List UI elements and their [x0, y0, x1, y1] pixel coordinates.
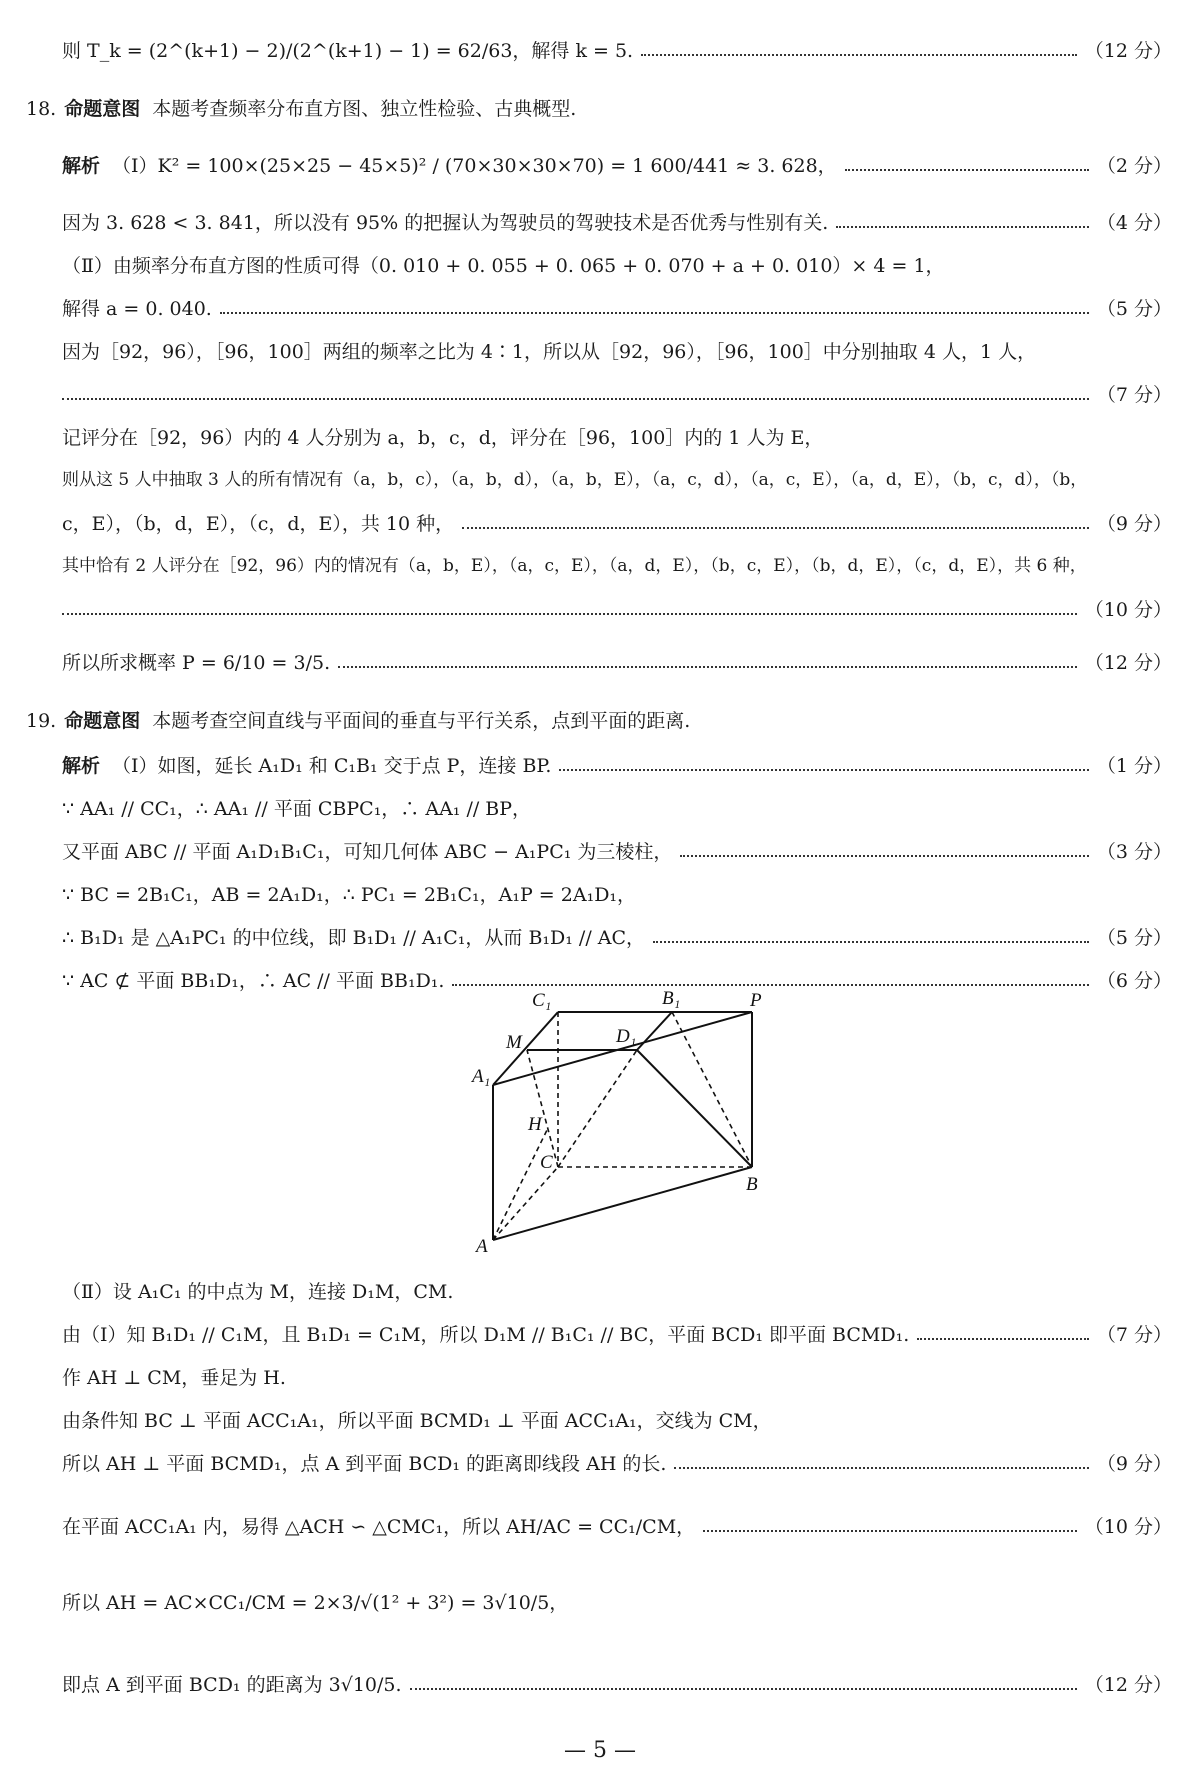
line-27: 在平面 ACC₁A₁ 内，易得 △ACH ∽ △CMC₁，所以 AH/AC = CC₁/CM， （10 分）: [62, 1516, 1172, 1538]
dot-leader: [917, 1338, 1089, 1340]
edge-d1-b: [637, 1050, 752, 1167]
dot-leader: [462, 527, 1089, 529]
line-11: c，E），（b，d，E），（c，d，E），共 10 种， （9 分）: [62, 513, 1172, 535]
line-29: 即点 A 到平面 BCD₁ 的距离为 3√10/5. （12 分）: [62, 1674, 1172, 1696]
line-10: 则从这 5 人中抽取 3 人的所有情况有（a，b，c），（a，b，d），（a，b，E），（a，c，d），（a，c，E），（a，d，E），（b，c，d），（b，: [62, 470, 1088, 490]
line-04: 因为 3. 628 < 3. 841，所以没有 95% 的把握认为驾驶员的驾驶技术是否优秀与性别有关. （4 分）: [62, 212, 1172, 234]
line-20: ∴ B₁D₁ 是 △A₁PC₁ 的中位线，即 B₁D₁ // A₁C₁，从而 B₁D₁ // AC， （5 分）: [62, 927, 1172, 949]
label-d1: D₁: [616, 1026, 637, 1047]
label-c: C: [540, 1152, 553, 1173]
dot-leader: [836, 226, 1089, 228]
label-a1: A₁: [472, 1066, 491, 1087]
dot-leader: [674, 1467, 1088, 1469]
label-c1: C₁: [532, 990, 552, 1011]
page-number: — 5 —: [564, 1738, 636, 1763]
line-07: 因为［92，96），［96，100］两组的频率之比为 4∶1，所以从［92，96），［96，100］中分别抽取 4 人，1 人，: [62, 341, 1037, 363]
edge-c-d1: [558, 1050, 637, 1167]
line-02: 18. 命题意图 本题考查频率分布直方图、独立性检验、古典概型.: [26, 98, 577, 120]
label-m: M: [506, 1032, 522, 1053]
dot-leader: [559, 769, 1088, 771]
label-b: B: [746, 1174, 758, 1195]
dot-leader: [641, 54, 1077, 56]
dot-leader: [62, 613, 1077, 615]
edge-b1-b: [672, 1012, 752, 1167]
label-b1: B₁: [662, 990, 681, 1009]
dot-leader: [338, 666, 1077, 668]
line-18: 又平面 ABC // 平面 A₁D₁B₁C₁，可知几何体 ABC − A₁PC₁ 为三棱柱， （3 分）: [62, 841, 1172, 863]
dot-leader: [845, 169, 1089, 171]
line-15: 19. 命题意图 本题考查空间直线与平面间的垂直与平行关系，点到平面的距离.: [26, 710, 691, 732]
line-28: 所以 AH = AC×CC₁/CM = 2×3/√(1² + 3²) = 3√10/5，: [62, 1592, 569, 1614]
dot-leader: [452, 984, 1088, 986]
line-09: 记评分在［92，96）内的 4 人分别为 a，b，c，d，评分在［96，100］内的 1 人为 E，: [62, 427, 824, 449]
line-26: 所以 AH ⊥ 平面 BCMD₁，点 A 到平面 BCD₁ 的距离即线段 AH 的长. （9 分）: [62, 1453, 1172, 1475]
dot-leader: [410, 1688, 1077, 1690]
dot-leader: [653, 941, 1089, 943]
line-08: （7 分）: [62, 384, 1172, 407]
edge-a1-c1: [493, 1012, 558, 1085]
label-h: H: [528, 1114, 542, 1135]
line-01: 则 T_k = (2^(k+1) − 2)/(2^(k+1) − 1) = 62/63，解得 k = 5. （12 分）: [62, 40, 1172, 62]
line-23: 由（Ⅰ）知 B₁D₁ // C₁M，且 B₁D₁ = C₁M，所以 D₁M // B₁C₁ // BC，平面 BCD₁ 即平面 BCMD₁. （7 分）: [62, 1324, 1172, 1346]
edge-a-c: [493, 1167, 558, 1240]
line-13: （10 分）: [62, 599, 1172, 622]
line-16: 解析 （Ⅰ）如图，延长 A₁D₁ 和 C₁B₁ 交于点 P，连接 BP. （1 分）: [62, 755, 1172, 777]
dot-leader: [62, 398, 1089, 400]
line-06: 解得 a = 0. 040. （5 分）: [62, 298, 1172, 320]
line-19: ∵ BC = 2B₁C₁，AB = 2A₁D₁，∴ PC₁ = 2B₁C₁，A₁P = 2A₁D₁，: [62, 884, 637, 906]
prism-diagram: [470, 990, 770, 1260]
dot-leader: [680, 855, 1088, 857]
edge-b1-d1: [637, 1012, 672, 1050]
line-22: （Ⅱ）设 A₁C₁ 的中点为 M，连接 D₁M，CM.: [62, 1281, 454, 1303]
prism-figure: [470, 990, 770, 1260]
line-05: （Ⅱ）由频率分布直方图的性质可得（0. 010 + 0. 055 + 0. 065 + 0. 070 + a + 0. 010）× 4 = 1，: [62, 255, 945, 277]
dot-leader: [220, 312, 1089, 314]
label-a: A: [476, 1236, 488, 1257]
line-03: 解析 （Ⅰ）K² = 100×(25×25 − 45×5)² / (70×30×30×70) = 1 600/441 ≈ 3. 628， （2 分）: [62, 155, 1172, 177]
edge-a1-p: [493, 1012, 752, 1085]
line-12: 其中恰有 2 人评分在［92，96）内的情况有（a，b，E），（a，c，E），（a，d，E），（b，c，E），（b，d，E），（c，d，E），共 6 种，: [62, 556, 1087, 576]
line-21: ∵ AC ⊄ 平面 BB₁D₁，∴ AC // 平面 BB₁D₁. （6 分）: [62, 970, 1172, 992]
dot-leader: [703, 1530, 1077, 1532]
line-14: 所以所求概率 P = 6/10 = 3/5. （12 分）: [62, 652, 1172, 674]
line-24: 作 AH ⊥ CM，垂足为 H.: [62, 1367, 286, 1389]
line-17: ∵ AA₁ // CC₁，∴ AA₁ // 平面 CBPC₁，∴ AA₁ // BP，: [62, 798, 532, 820]
line-25: 由条件知 BC ⊥ 平面 ACC₁A₁，所以平面 BCMD₁ ⊥ 平面 ACC₁A₁，交线为 CM，: [62, 1410, 772, 1432]
edge-a-b: [493, 1167, 752, 1240]
label-p: P: [750, 990, 762, 1011]
edge-a-h: [493, 1128, 548, 1240]
